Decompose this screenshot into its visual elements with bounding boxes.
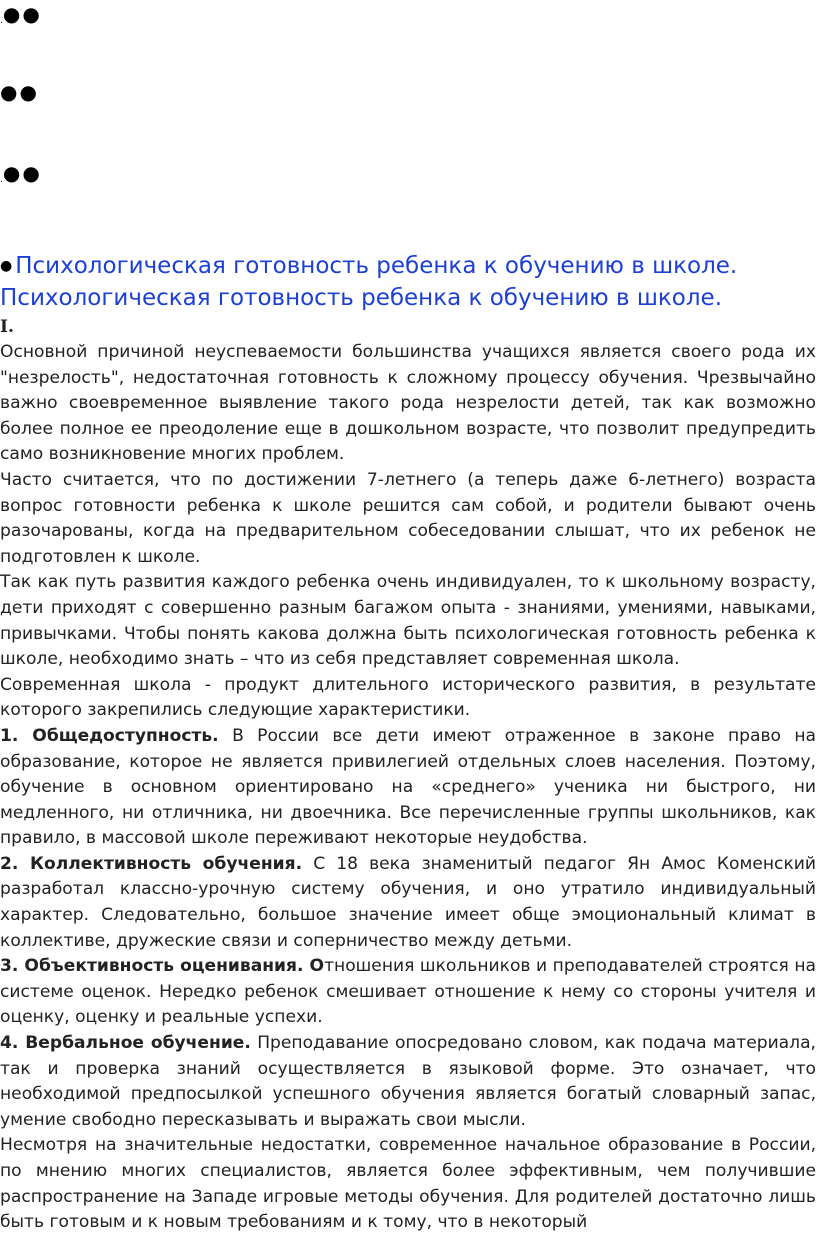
page-title-text[interactable]: Психологическая готовность ребенка к обучению в школе. xyxy=(15,253,738,279)
paragraph-6-text: С 18 века знаменитый педагог Ян Амос Коменский разработал классно-урочную систему обучения, и оно утратило индивидуальный характер. Следовательно, большое значение имеет обще эмоциональный климат в коллективе, дружеские связи и соперничество между детьми. xyxy=(0,853,816,951)
paragraph-5-text: В России все дети имеют отраженное в законе право на образование, которое не является привилегией отдельных слоев населения. Поэтому, обучение в основном ориентировано на «среднего» ученика ни быстрого, ни медленного, ни отличника, ни двоечника. Все перечисленные группы школьников, как правило, в массовой школе переживают некоторые неудобства. xyxy=(0,725,816,849)
paragraph-9: Несмотря на значительные недостатки, современное начальное образование в России, по мнению многих специалистов, является более эффективным, чем получившие распространение на Западе игровые методы обучения. Для родителей достаточно лишь быть готовым и к новым требованиям и к тому, что в некоторый xyxy=(0,1135,816,1233)
page-title[interactable] xyxy=(0,250,816,282)
paragraph-8-title: 4. Вербальное обучение. xyxy=(0,1033,251,1054)
bullet-dots-2: ●● xyxy=(0,80,39,104)
paragraph-5-title: 1. Общедоступность. xyxy=(0,725,219,746)
paragraph-3: Так как путь развития каждого ребенка очень индивидуален, то к школьному возрасту, дети приходят с совершенно разным багажом опыта - знаниями, умениями, навыками, привычками. Чтобы понять какова должна быть психологическая готовность ребенка к школе, необходимо знать – что из себя представляет современная школа. xyxy=(0,572,816,670)
page-subtitle[interactable]: Психологическая готовность ребенка к обучению в школе. xyxy=(0,285,723,311)
bullet-icon: ● xyxy=(0,258,13,274)
paragraph-2: Часто считается, что по достижении 7-летнего (а теперь даже 6-летнего) возраста вопрос готовности ребенка к школе решится сам собой, и родители бывают очень разочарованы, когда на предварительном собеседовании слышат, что их ребенок не подготовлен к школе. xyxy=(0,469,816,567)
paragraph-5 xyxy=(0,724,816,852)
bullet-dots-3: .●● xyxy=(0,161,42,185)
document-body xyxy=(0,250,816,1236)
bullet-dots-1: .●● xyxy=(0,2,42,26)
paragraph-7-title: 3. Объективность оценивания. О xyxy=(0,956,325,977)
paragraph-4: Современная школа - продукт длительного исторического развития, в результате которого закрепились следующие характеристики. xyxy=(0,674,816,721)
paragraph-6-title: 2. Коллективность обучения. xyxy=(0,853,303,874)
paragraph-7-text: тношения школьников и преподавателей строятся на системе оценок. Нередко ребенок смешивает отношение к нему со стороны учителя и оценку, оценку и реальные успехи. xyxy=(0,956,816,1028)
paragraph-8 xyxy=(0,1031,816,1133)
paragraph-8-text: Преподавание опосредовано словом, как подача материала, так и проверка знаний осуществляется в языковой форме. Это означает, что необходимой предпосылкой успешного обучения является богатый словарный запас, умение свободно пересказывать и выражать свои мысли. xyxy=(0,1033,816,1130)
paragraph-6 xyxy=(0,852,816,954)
section-number: I. xyxy=(0,317,14,337)
paragraph-7 xyxy=(0,954,816,1031)
paragraph-1: Основной причиной неуспеваемости большинства учащихся является своего рода их "незрелость", недостаточная готовность к сложному процессу обучения. Чрезвычайно важно своевременное выявление такого рода незрелости детей, так как возможно более полное ее преодоление еще в дошкольном возрасте, что позволит предупредить само возникновение многих проблем. xyxy=(0,342,816,465)
